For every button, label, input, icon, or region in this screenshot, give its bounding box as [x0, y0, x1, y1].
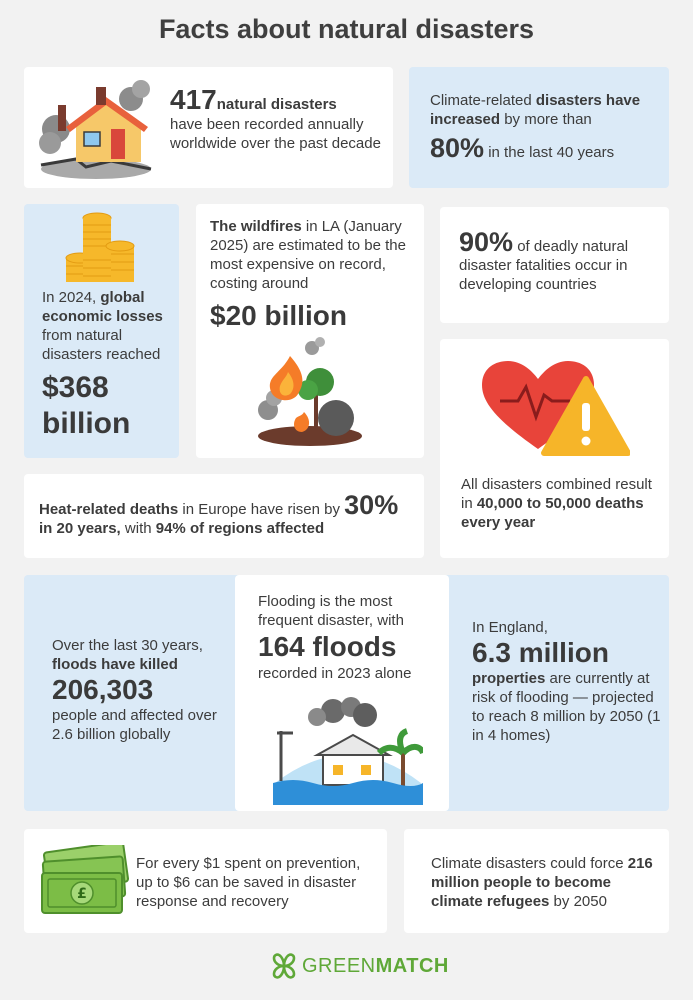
stat-368-amount: $368: [42, 371, 109, 404]
heat-text-b: in Europe have risen by: [178, 501, 345, 518]
loss-text-b: global economic losses: [42, 289, 163, 325]
logo-text-match: MATCH: [375, 954, 449, 977]
flood-deaths-text-b: floods have killed: [52, 656, 178, 673]
deaths-text-a: All disasters combined result in: [461, 476, 652, 512]
climate-text-c: by more than: [500, 111, 592, 128]
heat-text-d: with: [120, 520, 156, 537]
wildfire-text-b: in LA (January 2025) are estimated to be the most expensive on record, costing around: [210, 218, 406, 292]
stat-6-3-million: 6.3 million: [472, 637, 609, 668]
flood-freq-text-c: recorded in 2023 alone: [258, 665, 412, 682]
climate-text-a: Climate-related: [430, 92, 536, 109]
flood-icon: [273, 697, 423, 805]
stat-368-unit: billion: [42, 407, 131, 440]
heart-warning-icon: [478, 357, 630, 457]
stat-206303: 206,303: [52, 674, 154, 705]
flood-freq-text-a: Flooding is the most frequent disaster, with: [258, 593, 404, 629]
heat-text-c: in 20 years,: [39, 520, 121, 537]
banknotes-icon: [40, 845, 132, 917]
heat-text-e: 94% of regions affected: [155, 520, 325, 537]
stat-417: 417: [170, 84, 217, 115]
climate-text-d: in the last 40 years: [484, 144, 615, 161]
heat-text-a: Heat-related deaths: [39, 501, 179, 518]
card-fatalities-developing: [440, 207, 669, 323]
stat-164-floods: 164 floods: [258, 631, 397, 662]
card-climate-refugees: [404, 829, 669, 933]
prevention-text: For every $1 spent on prevention, up to $6 can be saved in disaster response and recovery: [136, 855, 361, 910]
wildfire-text-a: The wildfires: [210, 218, 302, 235]
stat-417-lead: natural disasters: [216, 96, 337, 113]
greenmatch-logo: [270, 952, 449, 980]
refugees-text-b: 216 million people to become climate refugees: [431, 855, 653, 910]
stat-80-percent: 80%: [430, 133, 485, 163]
stat-368: [42, 370, 130, 442]
card-economic-losses: [24, 204, 179, 458]
stat-90-percent: 90%: [459, 227, 514, 257]
wildfire-icon: [254, 336, 366, 448]
stat-20-billion: $20 billion: [210, 300, 347, 331]
fatality-text: of deadly natural disaster fatalities occur in developing countries: [459, 238, 629, 293]
logo-text-green: GREEN: [302, 954, 376, 977]
card-flood-frequency: [235, 575, 449, 811]
page-title: Facts about natural disasters: [158, 14, 535, 44]
card-prevention-savings: [24, 829, 387, 933]
climate-text-b: disasters have increased: [430, 92, 641, 128]
loss-text-a: In 2024,: [42, 289, 101, 306]
flood-deaths-text-c: people and affected over 2.6 billion globally: [52, 707, 217, 743]
coins-icon: [64, 210, 138, 286]
refugees-text-c: by 2050: [549, 893, 607, 910]
card-wildfires: [196, 204, 424, 458]
england-text-b: properties: [472, 670, 546, 687]
card-england-risk: [472, 618, 662, 745]
card-heat-deaths: [24, 474, 424, 558]
refugees-text-a: Climate disasters could force: [431, 855, 628, 872]
card-flood-deaths: [52, 636, 232, 744]
card-annual-disasters: [24, 67, 393, 188]
england-text-c: are currently at risk of flooding — projected to reach 8 million by 2050 (1 in 4 homes): [472, 670, 661, 744]
deaths-text-b: 40,000 to 50,000 deaths every year: [461, 495, 644, 531]
card-annual-deaths: [440, 339, 669, 558]
collapsed-house-icon: [36, 77, 166, 182]
loss-text-c: from natural disasters reached: [42, 327, 161, 363]
stat-417-text: have been recorded annually worldwide over the past decade: [170, 116, 381, 152]
card-climate-increase: [409, 67, 669, 188]
stat-30-percent: 30%: [344, 490, 399, 520]
england-text-a: In England,: [472, 619, 548, 636]
pound-symbol: £: [77, 886, 87, 902]
flood-deaths-text-a: Over the last 30 years,: [52, 637, 203, 654]
clover-logo-icon: [270, 952, 298, 980]
